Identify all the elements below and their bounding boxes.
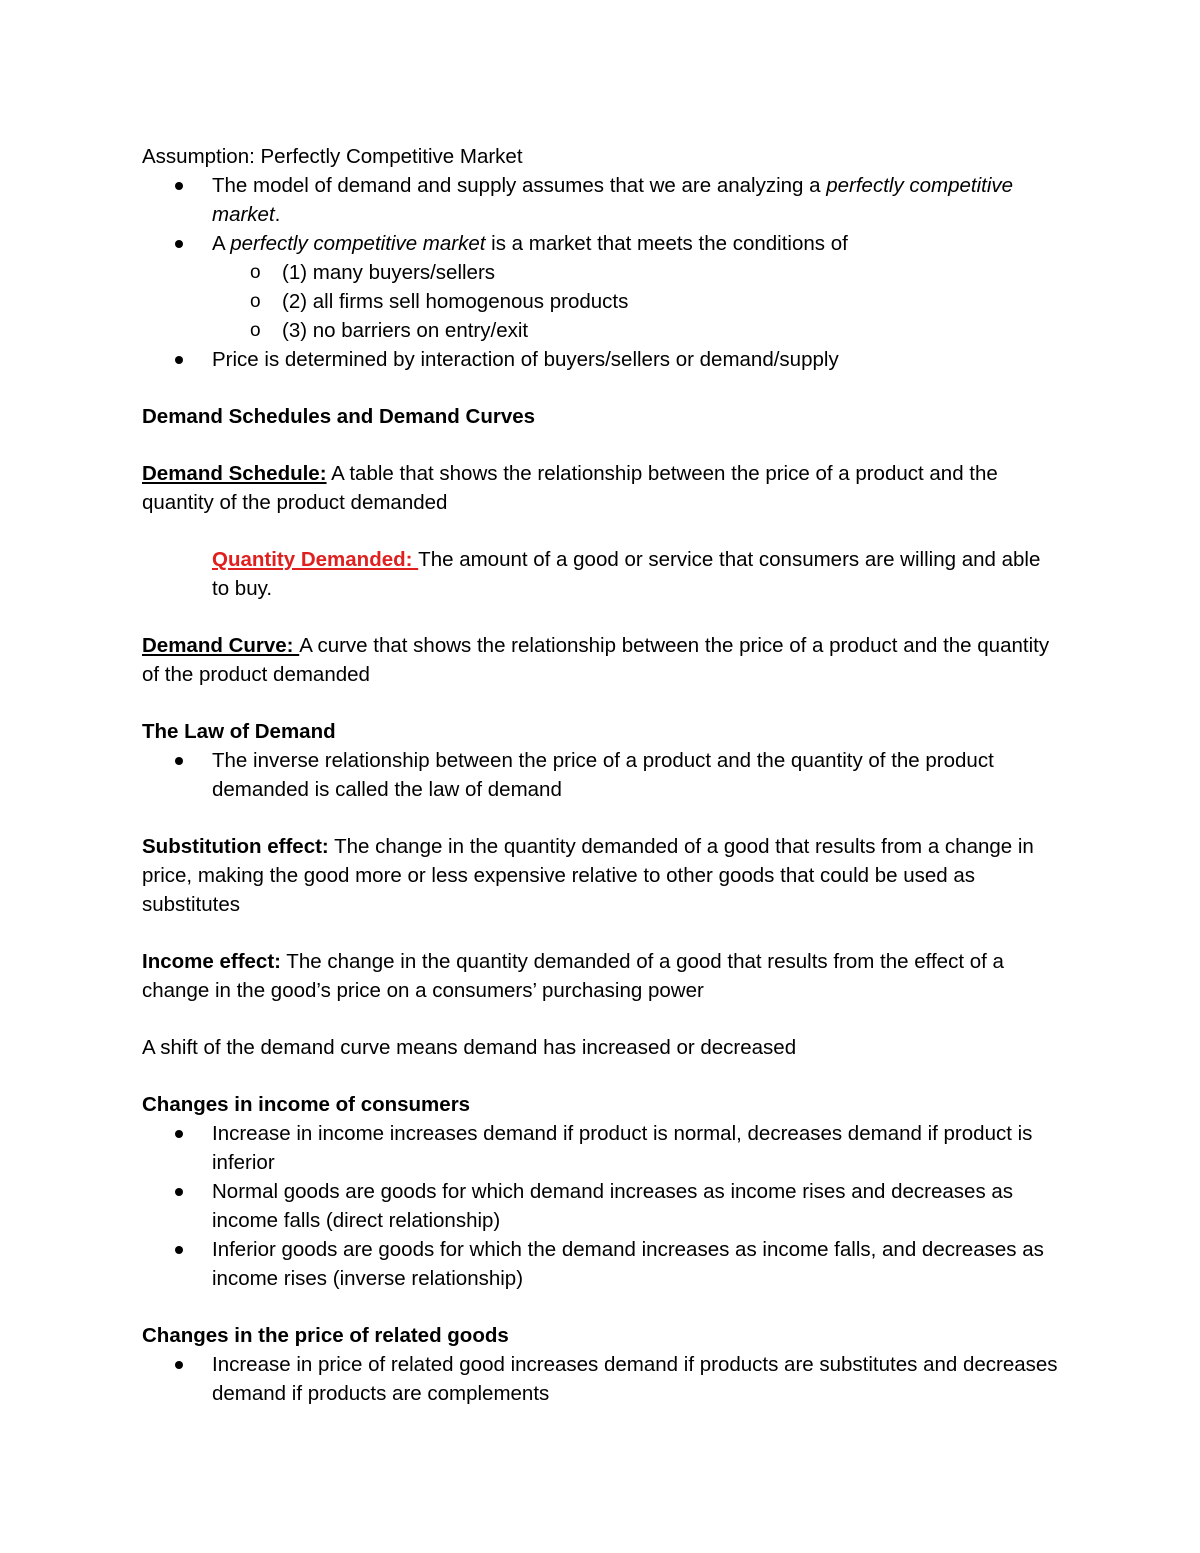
list-item [142,1350,1062,1408]
substitution-effect-definition [142,832,1062,919]
definition-term: Income effect: [142,950,281,973]
list-item [142,229,1062,345]
list-item [142,171,1062,229]
list-item-text: Increase in income increases demand if product is normal, decreases demand if product is inferior [212,1122,1033,1174]
definition-text: The change in the quantity demanded of a good that results from a change in price, making the good more or less expensive relative to other goods that could be used as substitutes [142,835,1034,916]
income-changes-list [142,1119,1062,1293]
schedules-heading: Demand Schedules and Demand Curves [142,405,536,428]
law-list [142,746,1062,804]
list-item-text: The inverse relationship between the price of a product and the quantity of the product demanded is called the law of demand [212,749,994,801]
list-item [142,1119,1062,1177]
list-item-text: . [274,203,281,226]
bullet-icon [175,757,183,765]
definition-term: Demand Curve: [142,634,300,657]
bullet-icon [175,1130,183,1138]
income-effect-definition [142,947,1062,1005]
list-item-text: Increase in price of related good increases demand if products are substitutes and decreases demand if products are complements [212,1353,1058,1405]
definition-text: A table that shows the relationship between the price of a product and the quantity of the product demanded [142,462,998,514]
list-item [142,316,1062,345]
document-page [142,142,1062,1408]
assumption-heading: Assumption: Perfectly Competitive Market [142,145,523,168]
italic-term: perfectly competitive market [230,232,486,255]
assumption-list [142,171,1062,374]
circle-bullet-icon: o [250,262,261,283]
demand-schedule-definition [142,459,1062,517]
definition-text: The amount of a good or service that consumers are willing and able to buy. [212,548,1041,600]
income-changes-heading: Changes in income of consumers [142,1093,471,1116]
list-item-text: (1) many buyers/sellers [282,261,496,284]
definition-term: Substitution effect: [142,835,329,858]
list-item-text: Price is determined by interaction of buyers/sellers or demand/supply [212,348,839,371]
list-item-text: (3) no barriers on entry/exit [282,319,529,342]
list-item [142,1177,1062,1235]
list-item-text: is a market that meets the conditions of [485,232,848,255]
related-goods-heading: Changes in the price of related goods [142,1324,509,1347]
bullet-icon [175,240,183,248]
related-goods-list [142,1350,1062,1408]
circle-bullet-icon: o [250,320,261,341]
definition-text: The change in the quantity demanded of a good that results from the effect of a change in the good’s price on a consumers’ purchasing power [142,950,1004,1002]
circle-bullet-icon: o [250,291,261,312]
list-item-text: A [212,232,231,255]
italic-term: perfectly competitive market [212,174,1014,226]
definition-term: Quantity Demanded: [212,548,419,571]
law-heading: The Law of Demand [142,720,336,743]
list-item-text: (2) all firms sell homogenous products [282,290,629,313]
list-item-text: Normal goods are goods for which demand increases as income rises and decreases as income falls (direct relationship) [212,1180,1014,1232]
list-item [142,345,1062,374]
list-item [142,287,1062,316]
definition-term: Demand Schedule: [142,462,327,485]
definition-text: A curve that shows the relationship between the price of a product and the quantity of the product demanded [142,634,1050,686]
list-item-text: Inferior goods are goods for which the demand increases as income falls, and decreases as income rises (inverse relationship) [212,1238,1044,1290]
bullet-icon [175,182,183,190]
list-item-text: The model of demand and supply assumes that we are analyzing a [212,174,827,197]
conditions-list [142,258,1062,345]
list-item [142,746,1062,804]
bullet-icon [175,1361,183,1369]
shift-statement: A shift of the demand curve means demand has increased or decreased [142,1036,797,1059]
list-item [142,258,1062,287]
quantity-demanded-definition [142,545,1062,603]
list-item [142,1235,1062,1293]
bullet-icon [175,1246,183,1254]
bullet-icon [175,356,183,364]
demand-curve-definition [142,631,1062,689]
bullet-icon [175,1188,183,1196]
